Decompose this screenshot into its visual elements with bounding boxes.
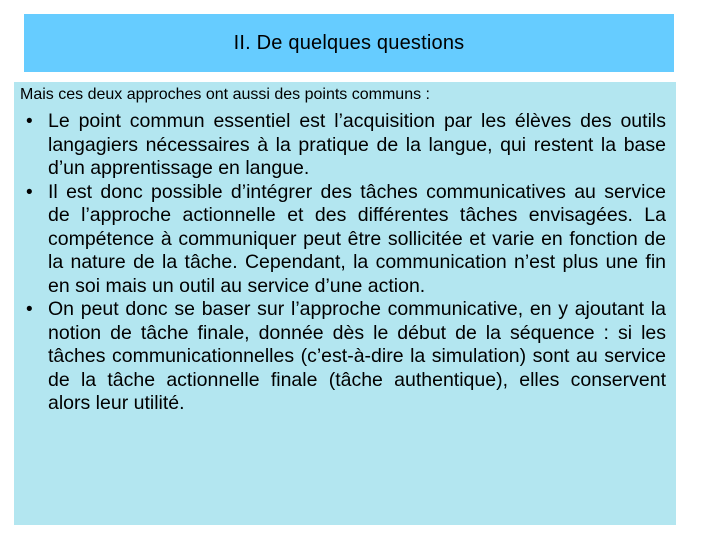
- bullet-text: Il est donc possible d’intégrer des tâches communicatives au service de l’approche actionnelle et des différentes tâches envisagées. La compétence à communiquer peut être sollicitée et varie en fonction de la nature de la tâche. Cependant, la communication n’est plus une fin en soi mais un outil au service d’une action.: [48, 180, 666, 297]
- bullet-text: Le point commun essentiel est l’acquisition par les élèves des outils langagiers nécessaires à la pratique de la langue, qui restent la base d’un apprentissage en langue.: [48, 110, 666, 179]
- bullet-list: [20, 110, 666, 416]
- content-panel: [14, 82, 676, 525]
- slide-title: II. De quelques questions: [233, 31, 465, 54]
- intro-text: Mais ces deux approches ont aussi des points communs :: [20, 86, 430, 103]
- title-banner: [24, 14, 674, 72]
- bullet-icon: •: [26, 111, 33, 132]
- bullet-icon: •: [26, 299, 33, 320]
- list-item: [20, 298, 666, 416]
- list-item: [20, 110, 666, 181]
- bullet-icon: •: [26, 181, 33, 203]
- bullet-text: On peut donc se baser sur l’approche communicative, en y ajoutant la notion de tâche finale, donnée dès le début de la séquence : si les tâches communicationnelles (c’est-à-dire la simulation) sont au service de la tâche actionnelle finale (tâche authentique), elles conservent alors leur utilité.: [48, 298, 666, 414]
- list-item: [20, 181, 666, 299]
